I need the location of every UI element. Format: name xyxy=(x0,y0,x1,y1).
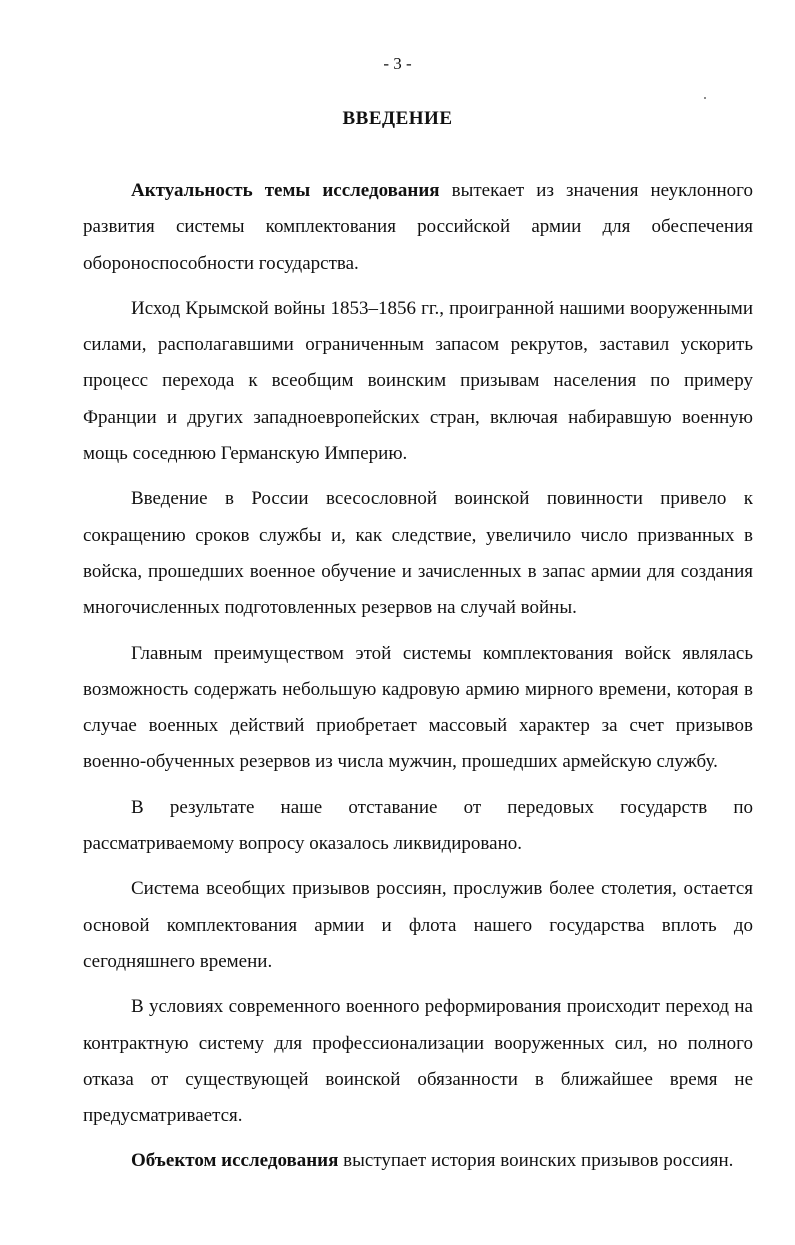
paragraph-lead: Актуальность темы исследования xyxy=(131,180,440,201)
paragraph-reform xyxy=(83,989,753,1134)
paragraph-text: Введение в России всесословной воинской повинности привело к сокращению сроков службы и, как следствие, увеличило число призванных в войска, прошедших военное обучение и зачисленных в запас армии для создания многочисленных подготовленных резервов на случай войны. xyxy=(83,488,753,619)
paragraph-crimean-war xyxy=(83,291,753,472)
paragraph-text: Система всеобщих призывов россиян, прослужив более столетия, остается основой комплектования армии и флота нашего государства вплоть до сегодняшнего времени. xyxy=(83,878,753,972)
paragraph-relevance xyxy=(83,173,753,282)
paragraph-text: вытекает из значения неуклонного развития системы комплектования российской армии для обеспечения обороноспособности государства. xyxy=(83,180,753,274)
paragraph-system-basis xyxy=(83,871,753,980)
page-number: - 3 - xyxy=(383,54,412,73)
paragraph-research-object xyxy=(83,1143,753,1179)
paragraph-text: В результате наше отставание от передовых государств по рассматриваемому вопросу оказалось ликвидировано. xyxy=(83,796,753,855)
paragraph-text: Исход Крымской войны 1853–1856 гг., проигранной нашими вооруженными силами, располагавшими ограниченным запасом рекрутов, заставил ускорить процесс перехода к всеобщим воинским призывам населения по примеру Франции и других западноевропейских стран, включая набиравшую военную мощь соседнюю Германскую Империю. xyxy=(83,297,753,465)
paragraph-main-advantage xyxy=(83,636,753,781)
scan-artifact xyxy=(704,97,706,99)
paragraph-result xyxy=(83,790,753,863)
document-body xyxy=(83,173,753,1189)
page-title: ВВЕДЕНИЕ xyxy=(342,108,453,129)
paragraph-text: В условиях современного военного реформирования происходит переход на контрактную систему для профессионализации вооруженных сил, но полного отказа от существующей воинской обязанности в ближайшее время не предусматривается. xyxy=(83,996,753,1127)
paragraph-text: выступает история воинских призывов россиян. xyxy=(338,1150,734,1172)
paragraph-text: Главным преимуществом этой системы комплектования войск являлась возможность содержать небольшую кадровую армию мирного времени, которая в случае военных действий приобретает массовый характер за счет призывов военно-обученных резервов из числа мужчин, прошедших армейскую службу. xyxy=(83,642,753,773)
paragraph-lead: Объектом исследования xyxy=(131,1150,339,1172)
paragraph-conscription-introduction xyxy=(83,481,753,626)
